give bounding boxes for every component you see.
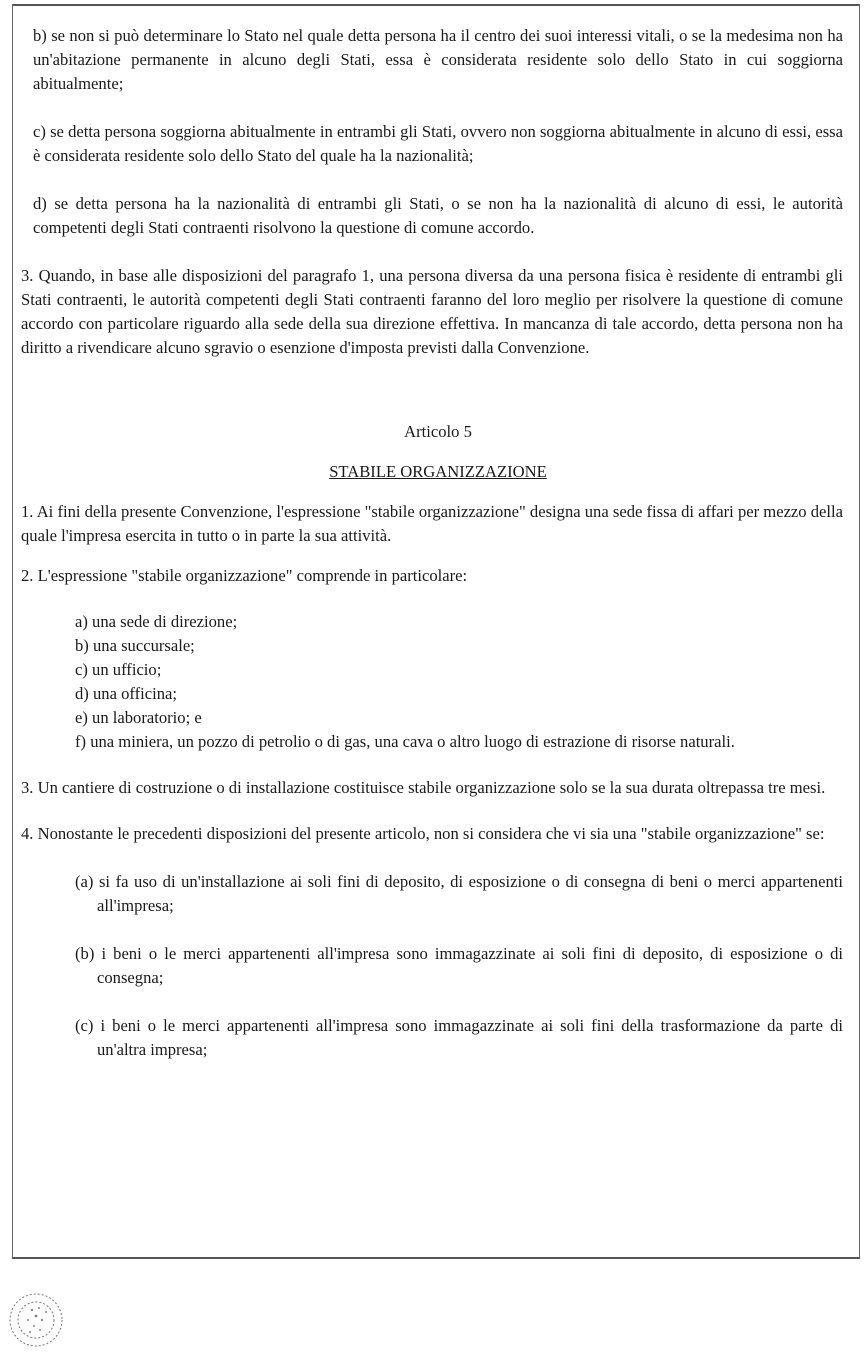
subitem-c: c) se detta persona soggiorna abitualmente in entrambi gli Stati, ovvero non soggiorna abitualmente in alcuno di essi, essa è considerata residente solo dello Stato del quale ha la nazionalità; <box>33 122 843 165</box>
article-title: STABILE ORGANIZZAZIONE <box>329 462 547 481</box>
article5-paragraph-3: 3. Un cantiere di costruzione o di installazione costituisce stabile organizzazione solo se la sua durata oltrepassa tre mesi. <box>21 778 826 797</box>
list-item: b) una succursale; <box>75 636 195 655</box>
list-item: a) una sede di direzione; <box>75 612 238 631</box>
subitem-b: b) se non si può determinare lo Stato nel quale detta persona ha il centro dei suoi interessi vitali, o se la medesima non ha un'abitazione permanente in alcuno degli Stati, essa è considerata residente solo dello Stato in cui soggiorna abitualmente; <box>33 26 843 93</box>
subitem-d: d) se detta persona ha la nazionalità di entrambi gli Stati, o se non ha la nazionalità di alcuno di essi, le autorità competenti degli Stati contraenti risolvono la questione di comune accordo. <box>33 194 843 237</box>
list-item: (b) i beni o le merci appartenenti all'impresa sono immagazzinate ai soli fini di deposito, di esposizione o di consegna; <box>75 944 843 987</box>
paragraph-4-list <box>75 870 843 1062</box>
list-item: f) una miniera, un pozzo di petrolio o di gas, una cava o altro luogo di estrazione di risorse naturali. <box>75 732 735 751</box>
article5-paragraph-2-intro: 2. L'espressione "stabile organizzazione" comprende in particolare: <box>21 566 468 585</box>
article5-paragraph-4-intro: 4. Nonostante le precedenti disposizioni del presente articolo, non si considera che vi sia una "stabile organizzazione" se: <box>21 824 825 843</box>
official-seal-stamp-icon <box>6 1290 64 1352</box>
list-item: e) un laboratorio; e <box>75 708 202 727</box>
article5-paragraph-1: 1. Ai fini della presente Convenzione, l'espressione "stabile organizzazione" designa una sede fissa di affari per mezzo della quale l'impresa esercita in tutto o in parte la sua attività. <box>21 502 843 545</box>
list-item: (a) si fa uso di un'installazione ai soli fini di deposito, di esposizione o di consegna di beni o merci appartenenti all'impresa; <box>75 872 843 915</box>
list-item: (c) i beni o le merci appartenenti all'impresa sono immagazzinate ai soli fini della trasformazione da parte di un'altra impresa; <box>75 1016 843 1059</box>
article-number: Articolo 5 <box>404 422 472 441</box>
page-frame <box>12 4 860 1259</box>
list-item: d) una officina; <box>75 684 177 703</box>
list-item: c) un ufficio; <box>75 660 162 679</box>
paragraph-2-list <box>75 610 843 754</box>
document-body <box>21 24 843 1062</box>
paragraph-3-residence: 3. Quando, in base alle disposizioni del paragrafo 1, una persona diversa da una persona fisica è residente di entrambi gli Stati contraenti, le autorità competenti degli Stati contraenti faranno del loro meglio per risolvere la questione di comune accordo con particolare riguardo alla sede della sua direzione effettiva. In mancanza di tale accordo, detta persona non ha diritto a rivendicare alcuno sgravio o esenzione d'imposta previsti dalla Convenzione. <box>21 266 843 357</box>
